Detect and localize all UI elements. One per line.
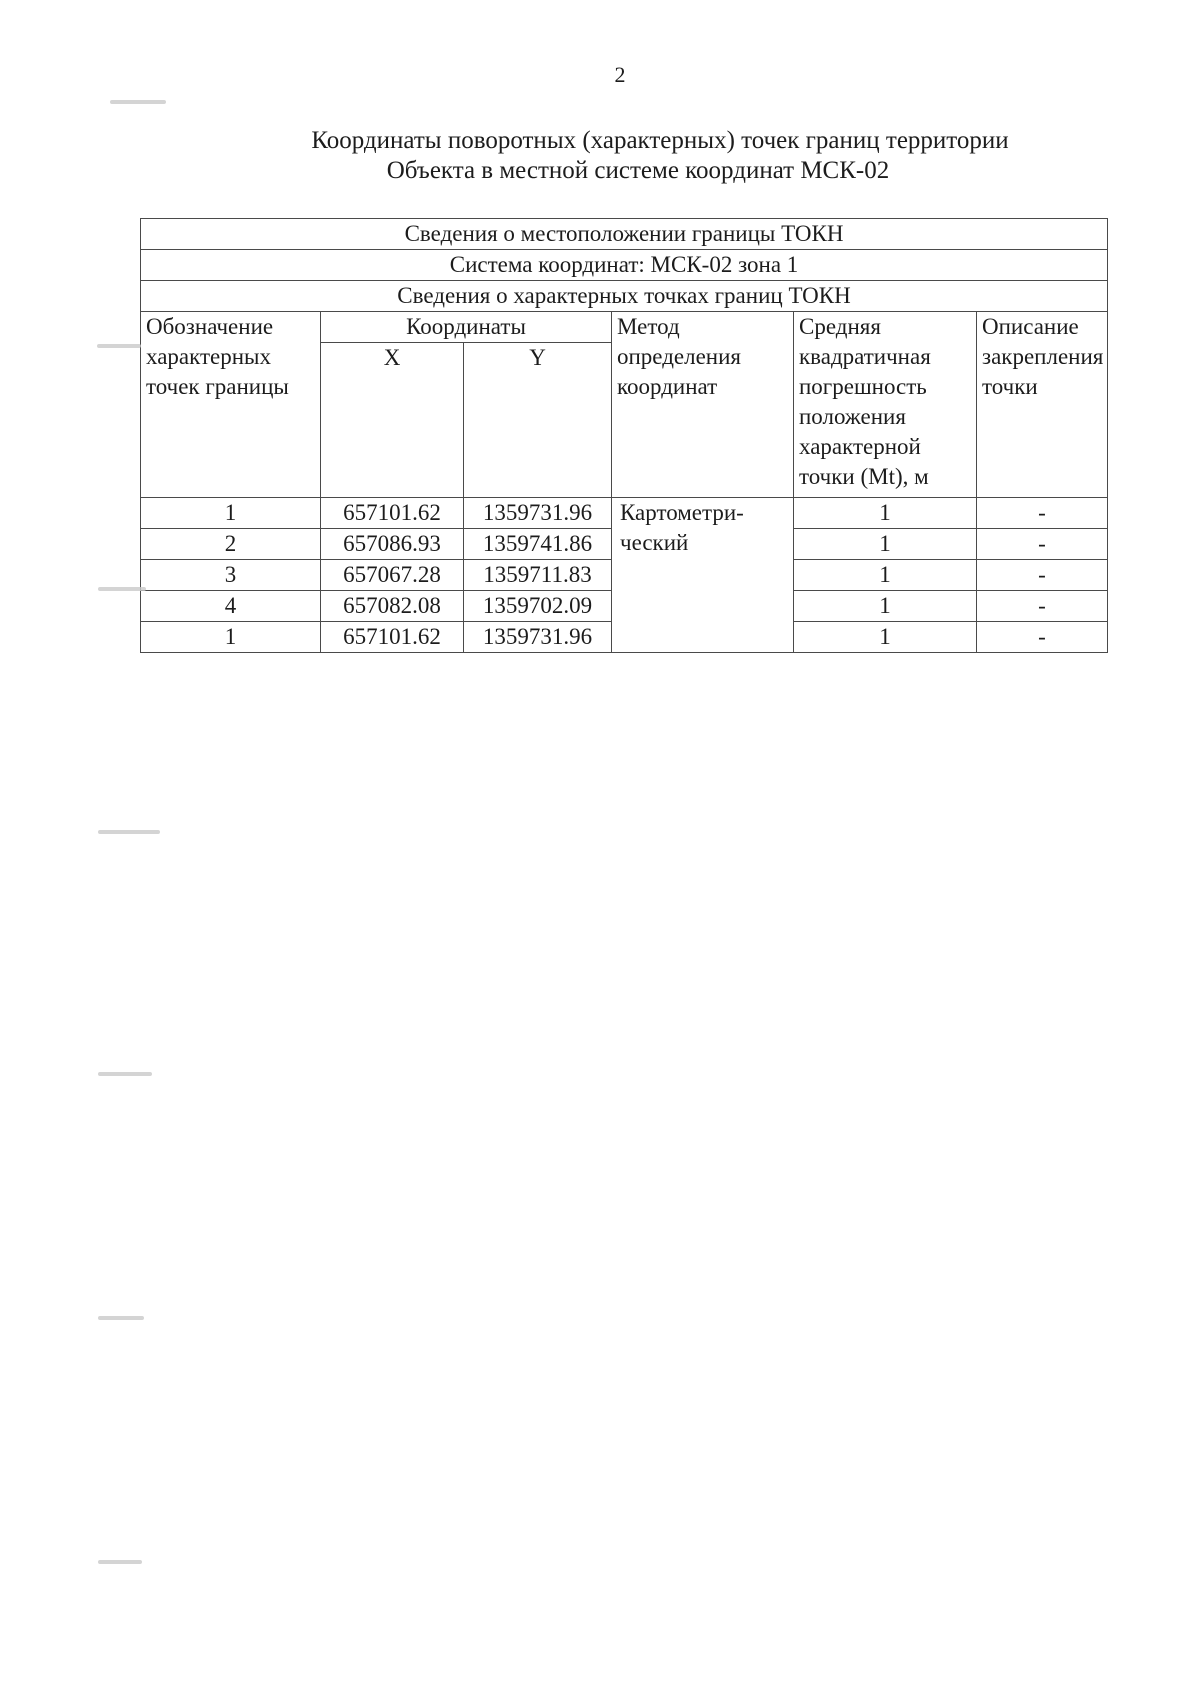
table-caption-points: Сведения о характерных точках границ ТОКН [141, 281, 1108, 312]
table-row [141, 498, 1108, 529]
table-caption-location: Сведения о местоположении границы ТОКН [141, 219, 1108, 250]
cell-description: - [977, 622, 1108, 653]
cell-error: 1 [794, 560, 977, 591]
cell-point: 1 [141, 498, 321, 529]
cell-error: 1 [794, 529, 977, 560]
cell-description: - [977, 560, 1108, 591]
cell-description: - [977, 591, 1108, 622]
cell-y: 1359711.83 [464, 560, 612, 591]
scan-mark [98, 1072, 152, 1076]
cell-y: 1359731.96 [464, 622, 612, 653]
cell-y: 1359731.96 [464, 498, 612, 529]
page-number: 2 [614, 62, 626, 87]
header-method: Метод определения координат [612, 312, 794, 498]
title-line-1: Координаты поворотных (характерных) точек границ территории [311, 127, 1009, 154]
coordinates-table [140, 218, 1108, 653]
cell-error: 1 [794, 591, 977, 622]
scan-mark [110, 100, 166, 104]
header-y: Y [464, 343, 612, 498]
cell-error: 1 [794, 622, 977, 653]
cell-x: 657101.62 [321, 622, 464, 653]
cell-point: 2 [141, 529, 321, 560]
cell-description: - [977, 498, 1108, 529]
header-description: Описание закрепления точки [977, 312, 1108, 498]
document-title [240, 126, 1080, 186]
cell-point: 4 [141, 591, 321, 622]
cell-y: 1359702.09 [464, 591, 612, 622]
title-line-2: Объекта в местной системе координат МСК-02 [386, 157, 890, 184]
cell-x: 657101.62 [321, 498, 464, 529]
cell-x: 657067.28 [321, 560, 464, 591]
cell-description: - [977, 529, 1108, 560]
cell-x: 657086.93 [321, 529, 464, 560]
header-mean-error: Средняя квадратичная погрешность положения характерной точки (Mt), м [794, 312, 977, 498]
header-coordinates: Координаты [321, 312, 612, 343]
header-x: X [321, 343, 464, 498]
header-point-designation: Обозначение характерных точек границы [141, 312, 321, 498]
cell-y: 1359741.86 [464, 529, 612, 560]
scan-mark [98, 830, 160, 834]
cell-error: 1 [794, 498, 977, 529]
cell-point: 3 [141, 560, 321, 591]
scan-mark [97, 344, 141, 348]
cell-method: Картометри-ческий [612, 498, 794, 653]
scan-mark [98, 1560, 142, 1564]
cell-x: 657082.08 [321, 591, 464, 622]
cell-point: 1 [141, 622, 321, 653]
scan-mark [98, 1316, 144, 1320]
table-caption-coordinate-system: Система координат: МСК-02 зона 1 [141, 250, 1108, 281]
scan-mark [98, 587, 146, 591]
